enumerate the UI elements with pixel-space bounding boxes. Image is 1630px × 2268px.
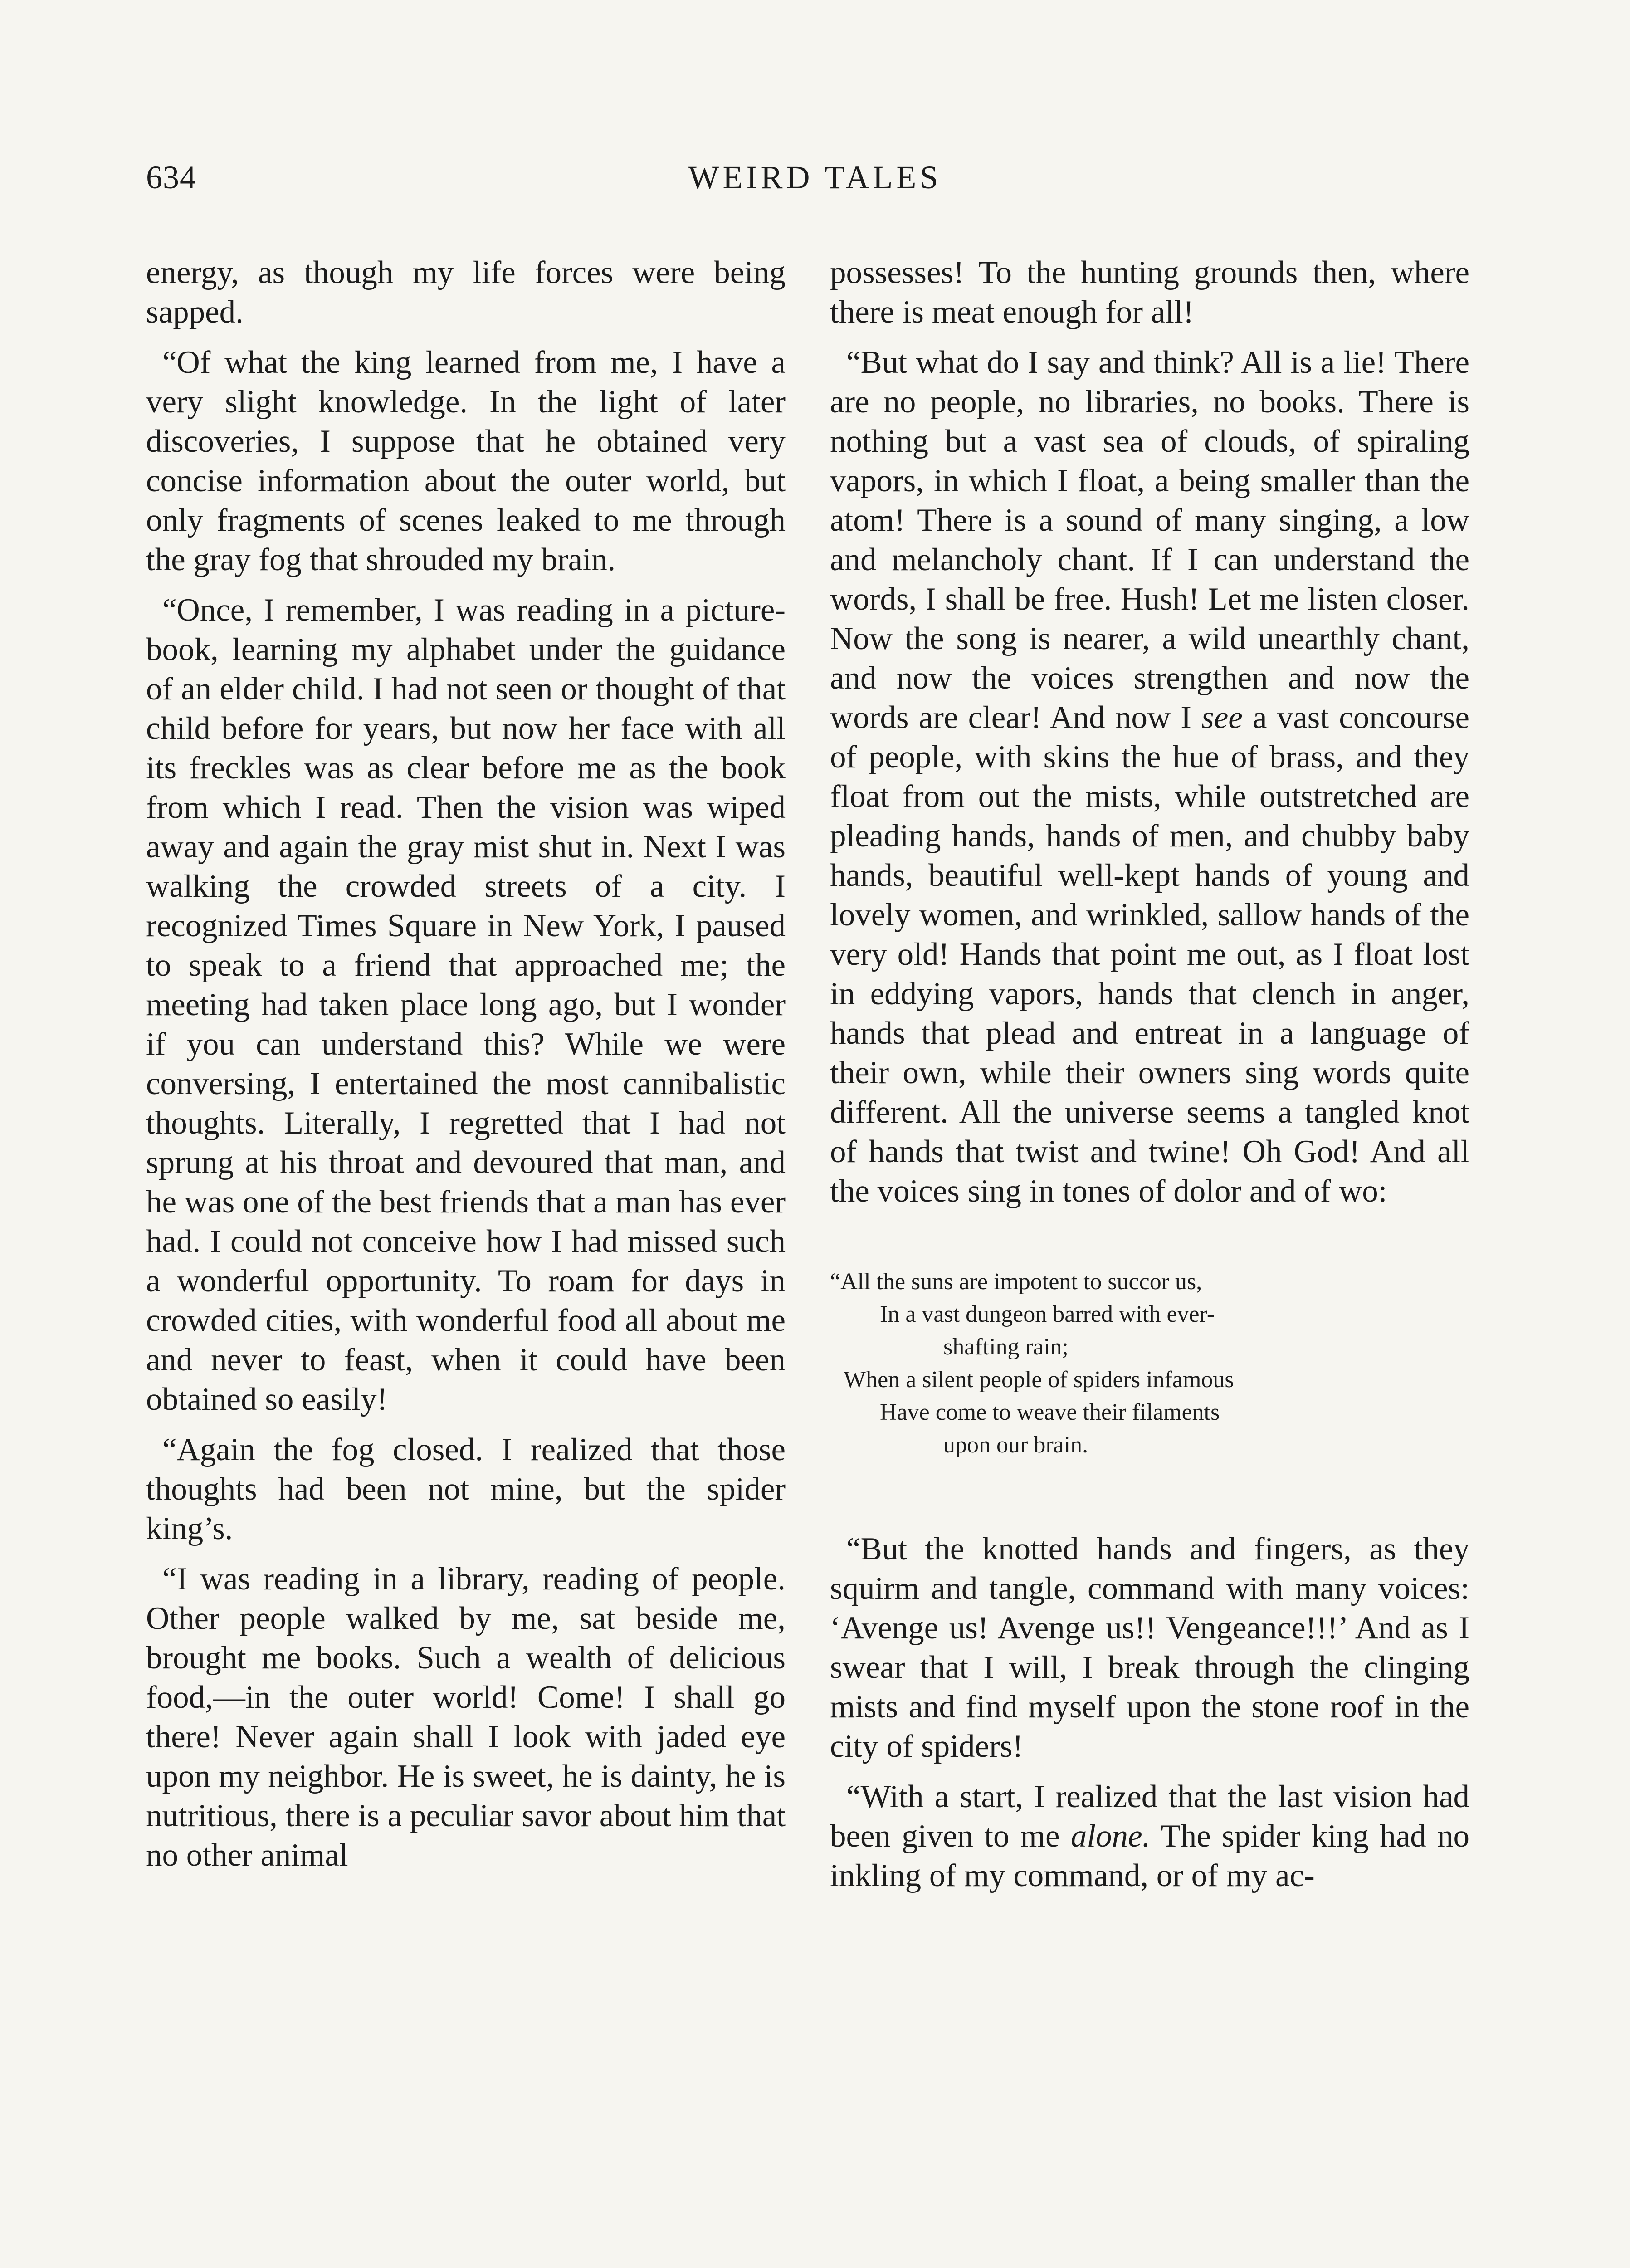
page-number: 634 (146, 159, 196, 196)
paragraph: “Once, I remember, I was reading in a picture-book, learning my alphabet under the guidance of an elder child. I had not seen or thought of that child before for years, but now her face with all its freckles was as clear before me as the book from which I read. Then the vision was wiped away and again the gray mist shut in. Next I was walking the crowded streets of a city. I recognized Times Square in New York, I paused to speak to a friend that approached me; the meeting had taken place long ago, but I wonder if you can understand this? While we were conversing, I entertained the most cannibalistic thoughts. Literally, I regretted that I had not sprung at his throat and devoured that man, and he was one of the best friends that a man has ever had. I could not conceive how I had missed such a wonderful opportunity. To roam for days in crowded cities, with wonderful food all about me and never to feast, when it could have been obtained so easily! (146, 592, 786, 1417)
paragraph: “But the knotted hands and fingers, as they squirm and tangle, command with many voices: ‘Avenge us! Avenge us!! Vengeance!!!’ And as I swear that I will, I break through the clinging mists and find myself upon the stone roof in the city of spiders! (830, 1531, 1469, 1764)
paragraph: possesses! To the hunting grounds then, where there is meat enough for all! (830, 255, 1469, 330)
verse-line: “All the suns are impotent to succor us, (830, 1269, 1202, 1295)
verse-line: When a silent people of spiders infamous (844, 1367, 1234, 1393)
verse-block (830, 1266, 1469, 1461)
paragraph-text: a vast concourse of people, with skins the hue of brass, and they float from out the mists, while outstretched are pleading hands, hands of men, and chubby baby hands, beautiful well-kept hands of young and lovely women, and wrinkled, sallow hands of the very old! Hands that point me out, as I float lost in eddying vapors, hands that clench in anger, hands that plead and entreat in a language of their own, while their owners sing words quite different. All the universe seems a tangled knot of hands that twist and twine! Oh God! And all the voices sing in tones of dolor and of wo: (830, 700, 1470, 1209)
paragraph (830, 343, 1469, 1211)
emphasis-see: see (1201, 700, 1243, 735)
page-header (0, 159, 1630, 209)
left-column (146, 253, 786, 1886)
paragraph: “Again the fog closed. I realized that those thoughts had been not mine, but the spider king’s. (146, 1432, 786, 1546)
verse-line: Have come to weave their filaments (880, 1399, 1220, 1425)
paragraph: “I was reading in a library, reading of people. Other people walked by me, sat beside me, brought me books. Such a wealth of delicious food,—in the outer world! Come! I shall go there! Never again shall I look with jaded eye upon my neighbor. He is sweet, he is dainty, he is nutritious, there is a peculiar savor about him that no other animal (146, 1561, 786, 1873)
verse-line: upon our brain. (943, 1432, 1088, 1458)
paragraph: “Of what the king learned from me, I have a very slight knowledge. In the light of later discoveries, I suppose that he obtained very concise information about the outer world, but only fragments of scenes leaked to me through the gray fog that shrouded my brain. (146, 345, 786, 577)
running-title: WEIRD TALES (688, 159, 942, 196)
paragraph (830, 1777, 1469, 1896)
right-column (830, 253, 1469, 1906)
verse-line: shafting rain; (943, 1334, 1069, 1360)
paragraph-text: “With a start, I realized that the last vision had been given to me (830, 1779, 1469, 1854)
emphasis-alone: alone. (1070, 1818, 1151, 1854)
paragraph-text: “But what do I say and think? All is a lie! There are no people, no libraries, no books. There is nothing but a vast sea of clouds, of spiraling vapors, in which I float, a being smaller than the atom! There is a sound of many singing, a low and melancholy chant. If I can understand the words, I shall be free. Hush! Let me listen closer. Now the song is nearer, a wild unearthly chant, and now the voices strengthen and now the words are clear! And now I (830, 345, 1469, 735)
verse-line: In a vast dungeon barred with ever- (880, 1301, 1215, 1327)
paragraph: energy, as though my life forces were being sapped. (146, 255, 786, 330)
paragraph-text: The spider king had no inkling of my command, or of my ac- (830, 1818, 1470, 1893)
